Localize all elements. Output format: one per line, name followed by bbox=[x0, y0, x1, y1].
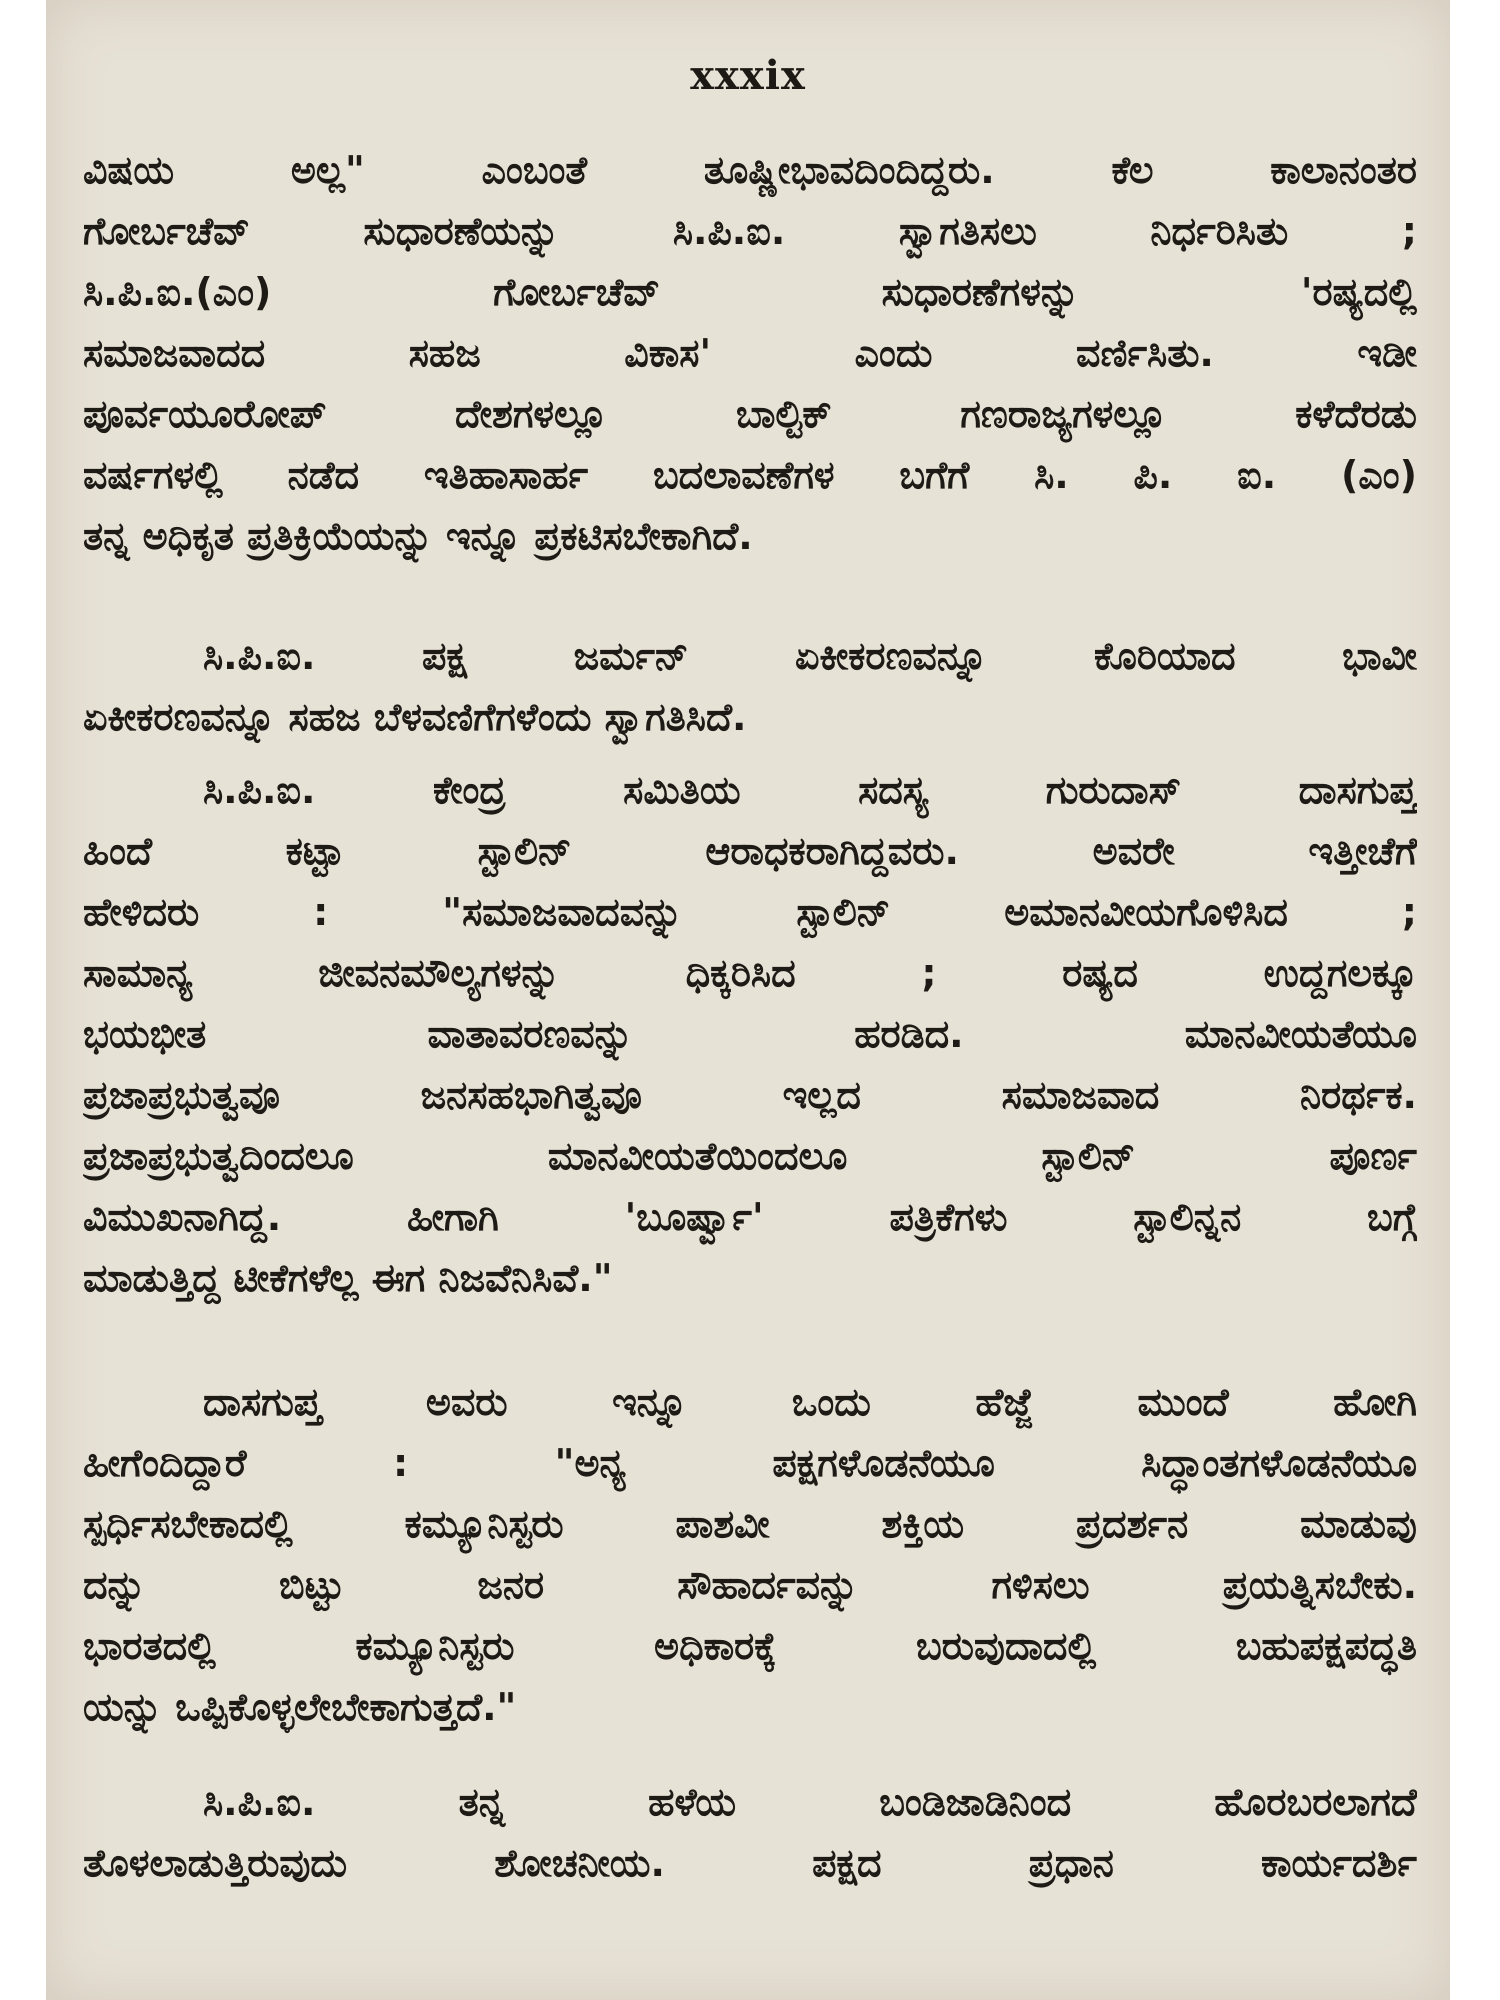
paragraph-3 bbox=[83, 760, 1417, 1309]
text-line: ಮಾಡುತ್ತಿದ್ದ ಟೀಕೆಗಳೆಲ್ಲ ಈಗ ನಿಜವೆನಿಸಿವೆ." bbox=[83, 1256, 613, 1300]
text-line: ಸಿ.ಪಿ.ಐ. ಕೇಂದ್ರ ಸಮಿತಿಯ ಸದಸ್ಯ ಗುರುದಾಸ್ ದಾಸಗುಪ್ತ bbox=[203, 768, 1417, 812]
text-line: ಹೇಳಿದರು : "ಸಮಾಜವಾದವನ್ನು ಸ್ಟಾಲಿನ್ ಅಮಾನವೀಯಗೊಳಿಸಿದ ; bbox=[83, 890, 1417, 934]
text-line: ಪ್ರಜಾಪ್ರಭುತ್ವವೂ ಜನಸಹಭಾಗಿತ್ವವೂ ಇಲ್ಲದ ಸಮಾಜವಾದ ನಿರರ್ಥಕ. bbox=[83, 1073, 1417, 1117]
paragraph-1 bbox=[83, 140, 1417, 567]
paragraph-4 bbox=[83, 1372, 1417, 1738]
text-line: ಯನ್ನು ಒಪ್ಪಿಕೊಳ್ಳಲೇಬೇಕಾಗುತ್ತದೆ." bbox=[83, 1685, 517, 1729]
paragraph-5 bbox=[83, 1772, 1417, 1894]
text-line: ಸಿ.ಪಿ.ಐ.(ಎಂ) ಗೋರ್ಬಚೆವ್ ಸುಧಾರಣೆಗಳನ್ನು 'ರಷ್ಯದಲ್ಲಿ bbox=[83, 270, 1417, 314]
text-line: ವಿಮುಖನಾಗಿದ್ದ. ಹೀಗಾಗಿ 'ಬೂರ್ಷ್ವಾ' ಪತ್ರಿಕೆಗಳು ಸ್ಟಾಲಿನ್ನನ ಬಗ್ಗೆ bbox=[83, 1195, 1417, 1239]
book-page bbox=[46, 0, 1450, 2000]
text-line: ವರ್ಷಗಳಲ್ಲಿ ನಡೆದ ಇತಿಹಾಸಾರ್ಹ ಬದಲಾವಣೆಗಳ ಬಗೆಗೆ ಸಿ. ಪಿ. ಐ. (ಎಂ) bbox=[83, 453, 1417, 497]
text-line: ಹಿಂದೆ ಕಟ್ಟಾ ಸ್ಟಾಲಿನ್ ಆರಾಧಕರಾಗಿದ್ದವರು. ಅವರೇ ಇತ್ತೀಚೆಗೆ bbox=[83, 829, 1417, 873]
text-line: ಸಿ.ಪಿ.ಐ. ಪಕ್ಷ ಜರ್ಮನ್ ಏಕೀಕರಣವನ್ನೂ ಕೊರಿಯಾದ ಭಾವೀ bbox=[203, 634, 1417, 678]
page-number: xxxix bbox=[690, 52, 806, 99]
text-line: ಸ್ಪರ್ಧಿಸಬೇಕಾದಲ್ಲಿ ಕಮ್ಯೂನಿಸ್ಟರು ಪಾಶವೀ ಶಕ್ತಿಯ ಪ್ರದರ್ಶನ ಮಾಡುವು bbox=[83, 1502, 1417, 1546]
text-line: ಭಯಭೀತ ವಾತಾವರಣವನ್ನು ಹರಡಿದ. ಮಾನವೀಯತೆಯೂ bbox=[83, 1012, 1417, 1056]
text-line: ಏಕೀಕರಣವನ್ನೂ ಸಹಜ ಬೆಳವಣಿಗೆಗಳೆಂದು ಸ್ವಾಗತಿಸಿದೆ. bbox=[83, 695, 747, 739]
text-line: ಸಮಾಜವಾದದ ಸಹಜ ವಿಕಾಸ' ಎಂದು ವರ್ಣಿಸಿತು. ಇಡೀ bbox=[83, 331, 1417, 375]
text-line: ಸಾಮಾನ್ಯ ಜೀವನಮೌಲ್ಯಗಳನ್ನು ಧಿಕ್ಕರಿಸಿದ ; ರಷ್ಯದ ಉದ್ದಗಲಕ್ಕೂ bbox=[83, 951, 1417, 995]
paragraph-2 bbox=[83, 626, 1417, 748]
text-line: ಭಾರತದಲ್ಲಿ ಕಮ್ಯೂನಿಸ್ಟರು ಅಧಿಕಾರಕ್ಕೆ ಬರುವುದಾದಲ್ಲಿ ಬಹುಪಕ್ಷಪದ್ಧತಿ bbox=[83, 1624, 1417, 1668]
text-line: ಪ್ರಜಾಪ್ರಭುತ್ವದಿಂದಲೂ ಮಾನವೀಯತೆಯಿಂದಲೂ ಸ್ಟಾಲಿನ್ ಪೂರ್ಣ bbox=[83, 1134, 1417, 1178]
text-line: ಹೀಗೆಂದಿದ್ದಾರೆ : "ಅನ್ಯ ಪಕ್ಷಗಳೊಡನೆಯೂ ಸಿದ್ಧಾಂತಗಳೊಡನೆಯೂ bbox=[83, 1441, 1417, 1485]
text-line: ಸಿ.ಪಿ.ಐ. ತನ್ನ ಹಳೆಯ ಬಂಡಿಜಾಡಿನಿಂದ ಹೊರಬರಲಾಗದೆ bbox=[203, 1780, 1417, 1824]
text-line: ತನ್ನ ಅಧಿಕೃತ ಪ್ರತಿಕ್ರಿಯೆಯನ್ನು ಇನ್ನೂ ಪ್ರಕಟಿಸಬೇಕಾಗಿದೆ. bbox=[83, 514, 753, 558]
text-line: ಪೂರ್ವಯೂರೋಪ್ ದೇಶಗಳಲ್ಲೂ ಬಾಲ್ಟಿಕ್ ಗಣರಾಜ್ಯಗಳಲ್ಲೂ ಕಳೆದೆರಡು bbox=[83, 392, 1417, 436]
text-line: ತೊಳಲಾಡುತ್ತಿರುವುದು ಶೋಚನೀಯ. ಪಕ್ಷದ ಪ್ರಧಾನ ಕಾರ್ಯದರ್ಶಿ bbox=[83, 1841, 1417, 1885]
text-line: ದನ್ನು ಬಿಟ್ಟು ಜನರ ಸೌಹಾರ್ದವನ್ನು ಗಳಿಸಲು ಪ್ರಯತ್ನಿಸಬೇಕು. bbox=[83, 1563, 1417, 1607]
text-line: ಗೋರ್ಬಚೆವ್ ಸುಧಾರಣೆಯನ್ನು ಸಿ.ಪಿ.ಐ. ಸ್ವಾಗತಿಸಲು ನಿರ್ಧರಿಸಿತು ; bbox=[83, 209, 1417, 253]
text-line: ವಿಷಯ ಅಲ್ಲ" ಎಂಬಂತೆ ತೂಷ್ಣೀಭಾವದಿಂದಿದ್ದರು. ಕೆಲ ಕಾಲಾನಂತರ bbox=[83, 148, 1417, 192]
text-line: ದಾಸಗುಪ್ತ ಅವರು ಇನ್ನೂ ಒಂದು ಹೆಜ್ಜೆ ಮುಂದೆ ಹೋಗಿ bbox=[203, 1380, 1417, 1424]
